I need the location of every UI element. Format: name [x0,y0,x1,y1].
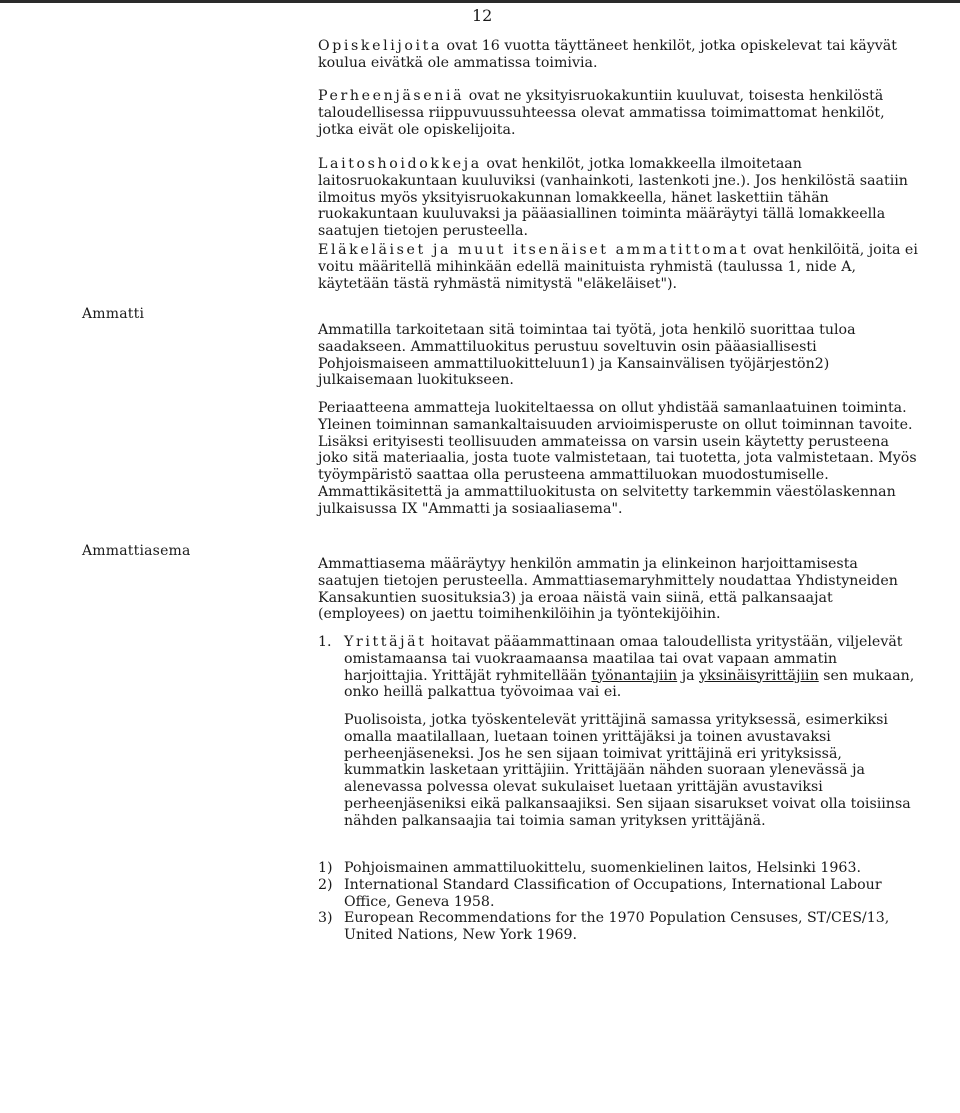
term: Perheenjäseniä [318,88,465,104]
term: Eläkeläiset ja muut itsenäiset ammatittomat [318,242,749,258]
definition-opiskelijat: Opiskelijoita ovat 16 vuotta täyttäneet henkilöt, jotka opiskelevat tai käyvät koulua eivätkä ole ammatissa toimivia. [318,38,897,71]
footnote: 2) International Standard Classification of Occupations, International Labour Office, Geneva 1958. [318,876,882,910]
footnote: 1) Pohjoismainen ammattiluokittelu, suomenkielinen laitos, Helsinki 1963. [318,860,861,876]
margin-heading-ammattiasema: Ammattiasema [82,543,191,559]
term: Laitoshoidokkeja [318,156,482,172]
definition-laitoshoidokit: Laitoshoidokkeja ovat henkilöt, jotka lomakkeella ilmoitetaan laitosruokakuntaan kuuluviksi (vanhainkoti, lastenkoti jne.). Jos henkilöstä saatiin ilmoitus myös yksityisruokakunnan lomakkeella, hänet laskettiin tähän ruokakuntaan kuuluvaksi ja pääasiallinen toiminta määräytyi tällä lomakkeella saatujen tietojen perusteella. [318,156,908,240]
ammattiasema-paragraph-1: Ammattiasema määräytyy henkilön ammatin ja elinkeinon harjoittamisesta saatujen tietojen perusteella. Ammattiasemaryhmittely noudattaa Yhdistyneiden Kansakuntien suosituksia3) ja eroaa näistä vain siinä, että palkansaajat (employees) on jaettu toimihenkilöihin ja työntekijöihin. [318,556,898,623]
definition-perheenjasenet: Perheenjäseniä ovat ne yksityisruokakuntiin kuuluvat, toisesta henkilöstä taloudellisessa riippuvuussuhteessa olevat ammatissa toimimattomat henkilöt, jotka eivät ole opiskelijoita. [318,88,885,138]
underlined-term: työnantajiin [591,667,678,684]
ammattiasema-item-1-paragraph-2: Puolisoista, jotka työskentelevät yrittäjinä samassa yrityksessä, esimerkiksi omalla maatilallaan, luetaan toinen yrittäjäksi ja toinen avustavaksi perheenjäseneksi. Jos he sen sijaan toimivat yrittäjinä eri yrityksissä, kummatkin lasketaan yrittäjiin. Yrittäjään nähden suoraan ylenevässä ja alenevassa polvessa olevat sukulaiset luetaan yrittäjän avustaviksi perheenjäseniksi eikä palkansaajiksi. Sen sijaan sisarukset voivat olla toisiinsa nähden palkansaajia tai toimia saman yrityksen yrittäjänä. [344,712,911,829]
term: Opiskelijoita [318,38,443,54]
ammattiasema-item-1: 1. Yrittäjät hoitavat pääammattinaan omaa taloudellista yritystään, viljelevät omistamaansa tai vuokraamaansa maatilaa tai ovat vapaan ammatin harjoittajia. Yrittäjät ryhmitellään työnantajiin ja yksinäisyrittäjiin sen mukaan, onko heillä palkattua työvoimaa vai ei. [318,634,915,701]
underlined-term: yksinäisyrittäjiin [699,667,819,684]
term: Yrittäjät [344,634,427,650]
footnotes [318,860,918,944]
ammatti-paragraph-2: Periaatteena ammatteja luokiteltaessa on ollut yhdistää samanlaatuinen toiminta. Yleinen toiminnan samankaltaisuuden arvioimisperuste on ollut toiminnan tavoite. Lisäksi erityisesti teollisuuden ammateissa on varsin usein käytetty perusteena joko sitä materiaalia, josta tuote valmistetaan, tai tuotetta, jota valmistetaan. Myös työympäristö saattaa olla perusteena ammattiluokan muodostumiselle. Ammattikäsitettä ja ammattiluokitusta on selvitetty tarkemmin väestölaskennan julkaisussa IX "Ammatti ja sosiaaliasema". [318,400,917,517]
margin-heading-ammatti: Ammatti [82,306,145,322]
top-rule [0,0,960,3]
ammatti-paragraph-1: Ammatilla tarkoitetaan sitä toimintaa tai työtä, jota henkilö suorittaa tuloa saadakseen. Ammattiluokitus perustuu soveltuvin osin pääasiallisesti Pohjoismaiseen ammattiluokitteluun1) ja Kansainvälisen työjärjestön2) julkaisemaan luokitukseen. [318,322,856,389]
definition-elakelaiset: Eläkeläiset ja muut itsenäiset ammatittomat ovat henkilöitä, joita ei voitu määritellä mihinkään edellä mainituista ryhmistä (taulussa 1, nide A, käytetään tästä ryhmästä nimitystä "eläkeläiset"). [318,242,918,292]
footnote: 3) European Recommendations for the 1970 Population Censuses, ST/CES/13, United Nations, New York 1969. [318,910,890,944]
page-number: 12 [472,6,493,25]
item-number: 1. [318,634,332,650]
